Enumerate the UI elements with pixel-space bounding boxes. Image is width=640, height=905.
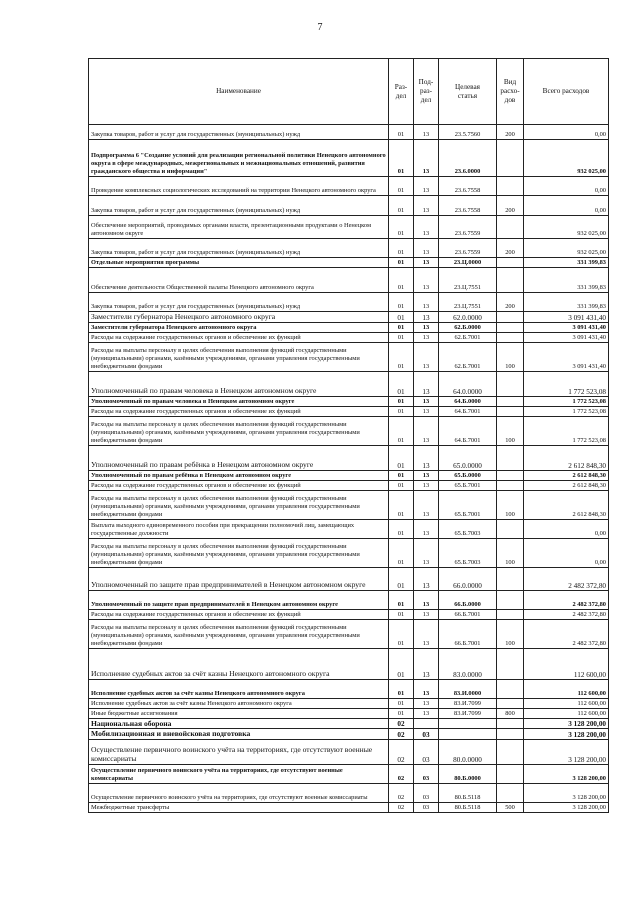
row-subsection-cell: 13 xyxy=(414,332,439,342)
row-subsection-cell: 13 xyxy=(414,140,439,177)
table-row xyxy=(89,258,609,268)
row-subsection-cell: 13 xyxy=(414,258,439,268)
row-name-cell: Отдельные мероприятия программы xyxy=(89,258,389,268)
row-total-cell: 2 612 848,30 xyxy=(524,445,609,470)
row-total-cell: 2 482 372,80 xyxy=(524,567,609,590)
row-section-cell: 01 xyxy=(389,609,414,619)
row-target-cell: 23.Ц.0000 xyxy=(439,258,497,268)
row-expense-type-cell xyxy=(497,679,524,698)
row-target-cell: 64.Б.7001 xyxy=(439,406,497,416)
row-section-cell: 01 xyxy=(389,196,414,216)
row-section-cell: 02 xyxy=(389,802,414,812)
table-row xyxy=(89,783,609,802)
row-target-cell: 65.Б.7001 xyxy=(439,480,497,490)
row-total-cell: 2 482 372,80 xyxy=(524,619,609,648)
row-subsection-cell: 13 xyxy=(414,312,439,323)
table-row xyxy=(89,490,609,519)
row-section-cell: 02 xyxy=(389,764,414,783)
row-section-cell: 02 xyxy=(389,783,414,802)
row-target-cell: 80.Б.0000 xyxy=(439,764,497,783)
row-subsection-cell: 13 xyxy=(414,619,439,648)
row-name-cell: Закупка товаров, работ и услуг для государственных (муниципальных) нужд xyxy=(89,239,389,258)
row-section-cell: 01 xyxy=(389,140,414,177)
row-name-cell: Проведение комплексных социологических исследований на территории Ненецкого автономного округа xyxy=(89,177,389,196)
row-expense-type-cell xyxy=(497,729,524,740)
row-subsection-cell: 13 xyxy=(414,268,439,293)
row-subsection-cell: 13 xyxy=(414,490,439,519)
row-section-cell: 01 xyxy=(389,490,414,519)
row-section-cell: 01 xyxy=(389,619,414,648)
row-name-cell: Заместители губернатора Ненецкого автономного округа xyxy=(89,312,389,323)
table-row xyxy=(89,216,609,239)
row-section-cell: 01 xyxy=(389,519,414,538)
row-subsection-cell: 13 xyxy=(414,708,439,718)
header-target-item: Целевая статья xyxy=(439,59,497,125)
row-target-cell: 66.0.0000 xyxy=(439,567,497,590)
table-row xyxy=(89,268,609,293)
row-target-cell: 83.И.7099 xyxy=(439,698,497,708)
table-row xyxy=(89,480,609,490)
row-expense-type-cell xyxy=(497,609,524,619)
row-expense-type-cell: 100 xyxy=(497,538,524,567)
row-expense-type-cell xyxy=(497,764,524,783)
row-name-cell: Уполномоченный по правам человека в Ненецком автономном округе xyxy=(89,371,389,396)
row-target-cell: 65.Б.0000 xyxy=(439,470,497,480)
row-expense-type-cell: 100 xyxy=(497,342,524,371)
row-name-cell: Уполномоченный по защите прав предпринимателей в Ненецком автономном округе xyxy=(89,590,389,609)
row-subsection-cell: 13 xyxy=(414,416,439,445)
row-target-cell: 62.0.0000 xyxy=(439,312,497,323)
row-section-cell: 01 xyxy=(389,480,414,490)
header-total: Всего расходов xyxy=(524,59,609,125)
row-total-cell: 112 600,00 xyxy=(524,708,609,718)
row-subsection-cell: 03 xyxy=(414,729,439,740)
row-expense-type-cell xyxy=(497,718,524,729)
row-expense-type-cell xyxy=(497,258,524,268)
row-total-cell: 3 128 200,00 xyxy=(524,718,609,729)
row-name-cell: Расходы на содержание государственных органов и обеспечение их функций xyxy=(89,609,389,619)
header-subsection: Под- раз- дел xyxy=(414,59,439,125)
row-subsection-cell: 03 xyxy=(414,802,439,812)
row-name-cell: Уполномоченный по правам ребёнка в Ненецком автономном округе xyxy=(89,445,389,470)
table-row xyxy=(89,371,609,396)
row-total-cell: 112 600,00 xyxy=(524,648,609,679)
row-target-cell: 66.Б.7001 xyxy=(439,619,497,648)
row-section-cell: 01 xyxy=(389,648,414,679)
row-name-cell: Расходы на содержание государственных органов и обеспечение их функций xyxy=(89,332,389,342)
row-name-cell: Межбюджетные трансферты xyxy=(89,802,389,812)
header-expense-type: Вид расхо- дов xyxy=(497,59,524,125)
row-target-cell: 23.Ц.7551 xyxy=(439,268,497,293)
table-row xyxy=(89,609,609,619)
row-subsection-cell: 03 xyxy=(414,764,439,783)
row-section-cell: 01 xyxy=(389,708,414,718)
row-expense-type-cell xyxy=(497,698,524,708)
row-target-cell: 65.0.0000 xyxy=(439,445,497,470)
row-section-cell: 02 xyxy=(389,729,414,740)
row-total-cell: 1 772 523,08 xyxy=(524,406,609,416)
row-subsection-cell: 13 xyxy=(414,371,439,396)
row-section-cell: 01 xyxy=(389,258,414,268)
row-target-cell: 64.Б.7001 xyxy=(439,416,497,445)
row-subsection-cell: 13 xyxy=(414,648,439,679)
row-section-cell: 01 xyxy=(389,216,414,239)
row-subsection-cell: 13 xyxy=(414,177,439,196)
row-total-cell: 932 025,00 xyxy=(524,140,609,177)
table-row xyxy=(89,239,609,258)
row-total-cell: 2 612 848,30 xyxy=(524,490,609,519)
row-total-cell: 331 399,83 xyxy=(524,258,609,268)
table-row xyxy=(89,293,609,312)
table-row xyxy=(89,718,609,729)
row-subsection-cell: 13 xyxy=(414,396,439,406)
table-row xyxy=(89,196,609,216)
row-name-cell: Уполномоченный по правам человека в Ненецком автономном округе xyxy=(89,396,389,406)
table-row xyxy=(89,619,609,648)
row-name-cell: Заместители губернатора Ненецкого автономного округа xyxy=(89,322,389,332)
row-target-cell: 83.0.0000 xyxy=(439,648,497,679)
row-total-cell: 932 025,00 xyxy=(524,216,609,239)
row-total-cell: 2 482 372,80 xyxy=(524,609,609,619)
row-subsection-cell: 13 xyxy=(414,470,439,480)
row-target-cell: 23.6.0000 xyxy=(439,140,497,177)
row-name-cell: Обеспечение мероприятий, проводимых органами власти, презентационными продуктами о Ненецком автономном округе xyxy=(89,216,389,239)
table-row xyxy=(89,764,609,783)
row-expense-type-cell xyxy=(497,332,524,342)
row-expense-type-cell xyxy=(497,140,524,177)
row-subsection-cell: 13 xyxy=(414,609,439,619)
row-subsection-cell xyxy=(414,718,439,729)
table-row xyxy=(89,312,609,323)
row-expense-type-cell xyxy=(497,312,524,323)
row-expense-type-cell: 200 xyxy=(497,293,524,312)
row-total-cell: 1 772 523,08 xyxy=(524,396,609,406)
row-expense-type-cell xyxy=(497,590,524,609)
row-target-cell: 23.Ц.7551 xyxy=(439,293,497,312)
row-subsection-cell: 13 xyxy=(414,239,439,258)
row-subsection-cell: 13 xyxy=(414,519,439,538)
row-subsection-cell: 13 xyxy=(414,480,439,490)
row-expense-type-cell xyxy=(497,396,524,406)
row-name-cell: Расходы на выплаты персоналу в целях обеспечения выполнения функций государственными (муниципальными) органами, казёнными учреждениями, органами управления государственными внебюджетными фондами xyxy=(89,416,389,445)
row-expense-type-cell xyxy=(497,567,524,590)
row-name-cell: Исполнение судебных актов за счёт казны Ненецкого автономного округа xyxy=(89,698,389,708)
row-name-cell: Подпрограмма 6 "Создание условий для реализации региональной политики Ненецкого автономного округа в сфере международных, межрегиональных и межнациональных отношений, развития гражданского общества и информации" xyxy=(89,140,389,177)
row-total-cell: 932 025,00 xyxy=(524,239,609,258)
row-total-cell: 3 128 200,00 xyxy=(524,729,609,740)
row-name-cell: Обеспечение деятельности Общественной палаты Ненецкого автономного округа xyxy=(89,268,389,293)
table-row xyxy=(89,322,609,332)
row-subsection-cell: 13 xyxy=(414,293,439,312)
row-total-cell: 0,00 xyxy=(524,538,609,567)
table-row xyxy=(89,698,609,708)
row-section-cell: 01 xyxy=(389,268,414,293)
table-header-row xyxy=(89,59,609,125)
row-total-cell: 0,00 xyxy=(524,177,609,196)
row-target-cell: 80.Б.5118 xyxy=(439,802,497,812)
row-total-cell: 1 772 523,08 xyxy=(524,371,609,396)
row-name-cell: Мобилизационная и вневойсковая подготовка xyxy=(89,729,389,740)
row-name-cell: Расходы на выплаты персоналу в целях обеспечения выполнения функций государственными (муниципальными) органами, казёнными учреждениями, органами управления государственными внебюджетными фондами xyxy=(89,538,389,567)
row-section-cell: 02 xyxy=(389,739,414,764)
row-target-cell: 66.Б.7001 xyxy=(439,609,497,619)
table-row xyxy=(89,538,609,567)
row-target-cell: 65.Б.7001 xyxy=(439,490,497,519)
row-subsection-cell: 13 xyxy=(414,538,439,567)
row-section-cell: 01 xyxy=(389,679,414,698)
row-section-cell: 01 xyxy=(389,406,414,416)
row-section-cell: 01 xyxy=(389,312,414,323)
row-target-cell: 66.Б.0000 xyxy=(439,590,497,609)
row-section-cell: 01 xyxy=(389,332,414,342)
header-name: Наименование xyxy=(89,59,389,125)
row-name-cell: Уполномоченный по правам ребёнка в Ненецком автономном округе xyxy=(89,470,389,480)
row-name-cell: Осуществление первичного воинского учёта на территориях, где отсутствуют военные комиссариаты xyxy=(89,739,389,764)
row-total-cell: 2 612 848,30 xyxy=(524,480,609,490)
row-name-cell: Национальная оборона xyxy=(89,718,389,729)
row-expense-type-cell: 200 xyxy=(497,196,524,216)
row-expense-type-cell: 100 xyxy=(497,490,524,519)
row-subsection-cell: 13 xyxy=(414,342,439,371)
row-expense-type-cell xyxy=(497,519,524,538)
row-target-cell xyxy=(439,718,497,729)
row-total-cell: 3 091 431,40 xyxy=(524,332,609,342)
table-row xyxy=(89,567,609,590)
row-section-cell: 01 xyxy=(389,177,414,196)
table-row xyxy=(89,519,609,538)
row-subsection-cell: 03 xyxy=(414,739,439,764)
row-total-cell: 112 600,00 xyxy=(524,679,609,698)
row-section-cell: 01 xyxy=(389,416,414,445)
row-total-cell: 0,00 xyxy=(524,196,609,216)
row-expense-type-cell xyxy=(497,322,524,332)
row-name-cell: Исполнение судебных актов за счёт казны Ненецкого автономного округа xyxy=(89,648,389,679)
row-expense-type-cell xyxy=(497,177,524,196)
row-target-cell: 23.6.7559 xyxy=(439,216,497,239)
row-total-cell: 0,00 xyxy=(524,125,609,140)
row-target-cell: 65.Б.7003 xyxy=(439,519,497,538)
row-subsection-cell: 13 xyxy=(414,216,439,239)
table-row xyxy=(89,590,609,609)
row-target-cell: 64.Б.0000 xyxy=(439,396,497,406)
row-expense-type-cell: 200 xyxy=(497,239,524,258)
row-total-cell: 112 600,00 xyxy=(524,698,609,708)
row-section-cell: 01 xyxy=(389,371,414,396)
row-expense-type-cell xyxy=(497,470,524,480)
table-row xyxy=(89,406,609,416)
row-target-cell: 80.Б.5118 xyxy=(439,783,497,802)
table-row xyxy=(89,342,609,371)
table-row xyxy=(89,140,609,177)
row-section-cell: 01 xyxy=(389,293,414,312)
row-total-cell: 1 772 523,08 xyxy=(524,416,609,445)
row-name-cell: Выплата выходного единовременного пособия при прекращении полномочий лиц, замещающих государственные должности xyxy=(89,519,389,538)
row-section-cell: 01 xyxy=(389,322,414,332)
row-section-cell: 01 xyxy=(389,470,414,480)
row-section-cell: 01 xyxy=(389,396,414,406)
row-target-cell: 62.Б.7001 xyxy=(439,332,497,342)
page-number: 7 xyxy=(317,22,323,33)
row-name-cell: Уполномоченный по защите прав предпринимателей в Ненецком автономном округе xyxy=(89,567,389,590)
row-total-cell: 3 128 200,00 xyxy=(524,783,609,802)
row-expense-type-cell xyxy=(497,783,524,802)
row-expense-type-cell xyxy=(497,268,524,293)
row-expense-type-cell xyxy=(497,371,524,396)
row-section-cell: 01 xyxy=(389,567,414,590)
row-total-cell: 3 128 200,00 xyxy=(524,739,609,764)
row-target-cell: 62.Б.0000 xyxy=(439,322,497,332)
row-expense-type-cell xyxy=(497,648,524,679)
row-total-cell: 2 482 372,80 xyxy=(524,590,609,609)
table-row xyxy=(89,177,609,196)
row-subsection-cell: 03 xyxy=(414,783,439,802)
row-target-cell xyxy=(439,729,497,740)
table-row xyxy=(89,416,609,445)
row-target-cell: 23.5.7560 xyxy=(439,125,497,140)
row-expense-type-cell: 100 xyxy=(497,619,524,648)
table-row xyxy=(89,802,609,812)
row-section-cell: 01 xyxy=(389,342,414,371)
row-expense-type-cell: 200 xyxy=(497,125,524,140)
row-expense-type-cell: 500 xyxy=(497,802,524,812)
row-name-cell: Расходы на выплаты персоналу в целях обеспечения выполнения функций государственными (муниципальными) органами, казёнными учреждениями, органами управления государственными внебюджетными фондами xyxy=(89,490,389,519)
table-row xyxy=(89,470,609,480)
row-total-cell: 3 128 200,00 xyxy=(524,764,609,783)
row-expense-type-cell: 800 xyxy=(497,708,524,718)
row-expense-type-cell xyxy=(497,739,524,764)
row-expense-type-cell xyxy=(497,406,524,416)
row-total-cell: 3 091 431,40 xyxy=(524,342,609,371)
row-section-cell: 01 xyxy=(389,239,414,258)
row-name-cell: Иные бюджетные ассигнования xyxy=(89,708,389,718)
table-row xyxy=(89,396,609,406)
row-subsection-cell: 13 xyxy=(414,698,439,708)
row-target-cell: 83.И.7099 xyxy=(439,708,497,718)
row-total-cell: 331 399,83 xyxy=(524,293,609,312)
row-name-cell: Осуществление первичного воинского учёта на территориях, где отсутствуют военные комиссариаты xyxy=(89,764,389,783)
row-subsection-cell: 13 xyxy=(414,590,439,609)
row-name-cell: Осуществление первичного воинского учёта на территориях, где отсутствуют военные комиссариаты xyxy=(89,783,389,802)
table-row xyxy=(89,332,609,342)
table-row xyxy=(89,648,609,679)
table-row xyxy=(89,125,609,140)
row-name-cell: Закупка товаров, работ и услуг для государственных (муниципальных) нужд xyxy=(89,196,389,216)
row-subsection-cell: 13 xyxy=(414,406,439,416)
row-target-cell: 23.6.7558 xyxy=(439,177,497,196)
header-section: Раз- дел xyxy=(389,59,414,125)
table-row xyxy=(89,679,609,698)
row-total-cell: 3 128 200,00 xyxy=(524,802,609,812)
row-name-cell: Исполнение судебных актов за счёт казны Ненецкого автономного округа xyxy=(89,679,389,698)
row-name-cell: Расходы на выплаты персоналу в целях обеспечения выполнения функций государственными (муниципальными) органами, казёнными учреждениями, органами управления государственными внебюджетными фондами xyxy=(89,342,389,371)
row-section-cell: 02 xyxy=(389,718,414,729)
row-target-cell: 62.Б.7001 xyxy=(439,342,497,371)
table-row xyxy=(89,729,609,740)
row-target-cell: 23.6.7559 xyxy=(439,239,497,258)
row-subsection-cell: 13 xyxy=(414,445,439,470)
row-total-cell: 0,00 xyxy=(524,519,609,538)
row-subsection-cell: 13 xyxy=(414,322,439,332)
row-name-cell: Закупка товаров, работ и услуг для государственных (муниципальных) нужд xyxy=(89,293,389,312)
row-expense-type-cell xyxy=(497,445,524,470)
row-target-cell: 64.0.0000 xyxy=(439,371,497,396)
row-section-cell: 01 xyxy=(389,698,414,708)
row-target-cell: 80.0.0000 xyxy=(439,739,497,764)
row-subsection-cell: 13 xyxy=(414,567,439,590)
row-total-cell: 3 091 431,40 xyxy=(524,322,609,332)
table-row xyxy=(89,708,609,718)
row-total-cell: 331 399,83 xyxy=(524,268,609,293)
row-section-cell: 01 xyxy=(389,590,414,609)
row-target-cell: 23.6.7558 xyxy=(439,196,497,216)
row-target-cell: 83.И.0000 xyxy=(439,679,497,698)
row-subsection-cell: 13 xyxy=(414,679,439,698)
row-name-cell: Закупка товаров, работ и услуг для государственных (муниципальных) нужд xyxy=(89,125,389,140)
row-total-cell: 2 612 848,30 xyxy=(524,470,609,480)
row-subsection-cell: 13 xyxy=(414,125,439,140)
row-section-cell: 01 xyxy=(389,538,414,567)
row-section-cell: 01 xyxy=(389,125,414,140)
row-section-cell: 01 xyxy=(389,445,414,470)
row-name-cell: Расходы на выплаты персоналу в целях обеспечения выполнения функций государственными (муниципальными) органами, казёнными учреждениями, органами управления государственными внебюджетными фондами xyxy=(89,619,389,648)
row-name-cell: Расходы на содержание государственных органов и обеспечение их функций xyxy=(89,406,389,416)
row-total-cell: 3 091 431,40 xyxy=(524,312,609,323)
table-row xyxy=(89,445,609,470)
row-expense-type-cell xyxy=(497,480,524,490)
row-name-cell: Расходы на содержание государственных органов и обеспечение их функций xyxy=(89,480,389,490)
budget-table xyxy=(88,58,609,813)
row-subsection-cell: 13 xyxy=(414,196,439,216)
table-body xyxy=(89,125,609,813)
row-expense-type-cell: 100 xyxy=(497,416,524,445)
row-expense-type-cell xyxy=(497,216,524,239)
table-row xyxy=(89,739,609,764)
row-target-cell: 65.Б.7003 xyxy=(439,538,497,567)
